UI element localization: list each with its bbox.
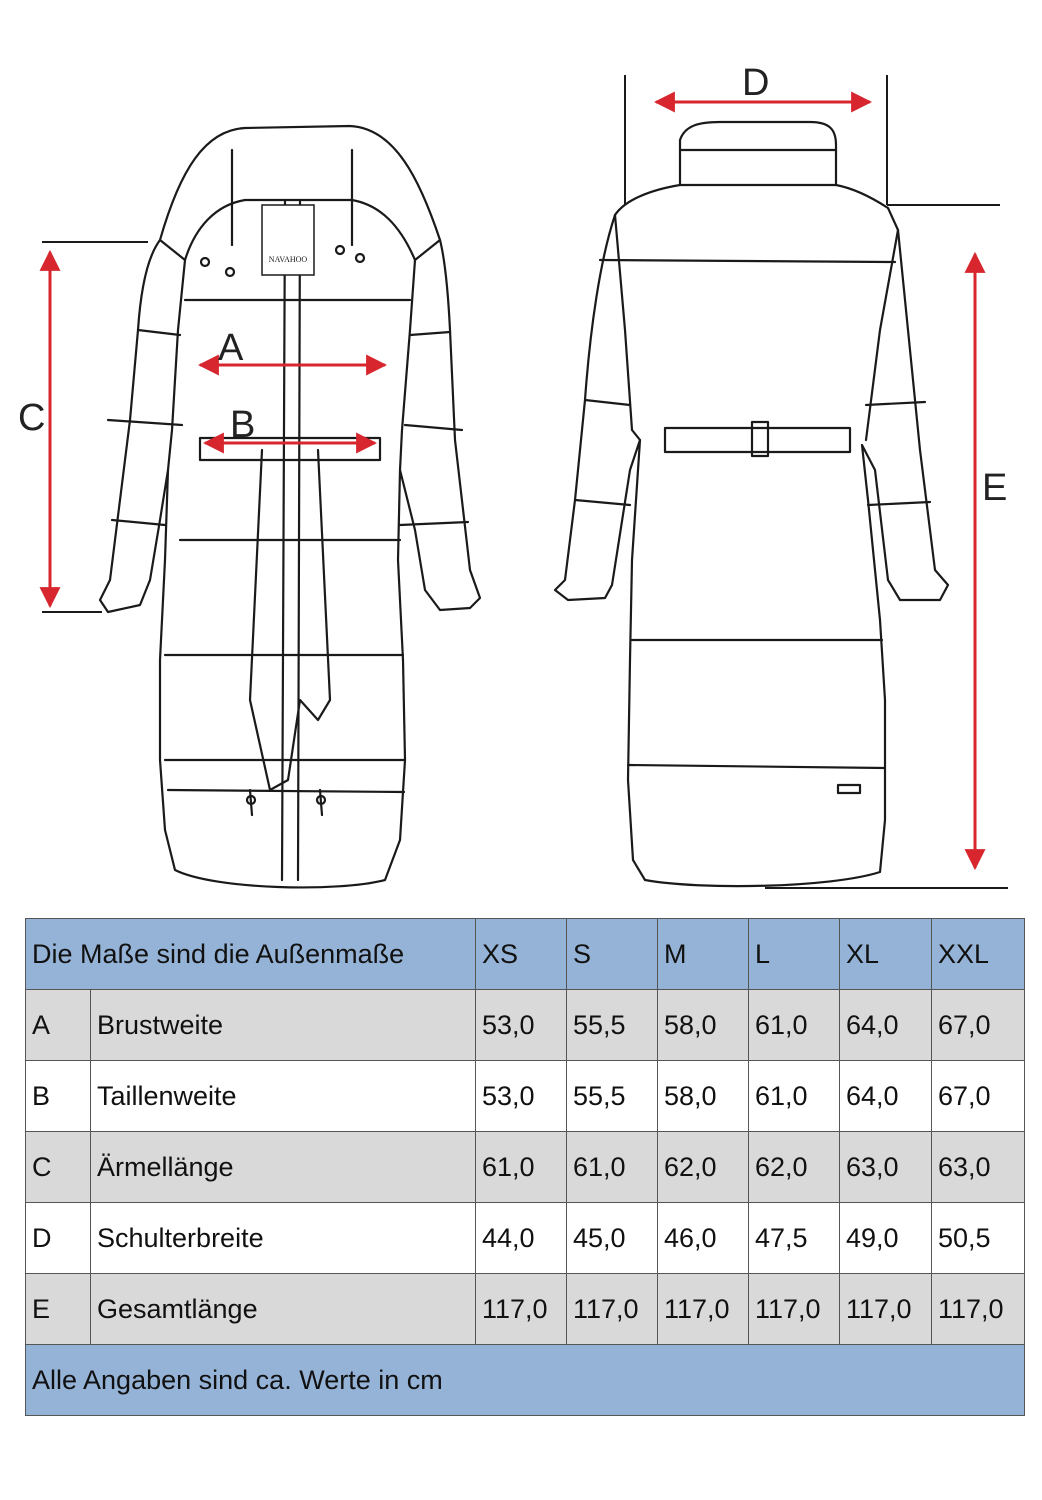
brand-tag-text: NAVAHOO bbox=[268, 255, 308, 264]
size-l: L bbox=[749, 919, 840, 990]
cell-value: 117,0 bbox=[567, 1274, 658, 1345]
cell-value: 49,0 bbox=[840, 1203, 932, 1274]
cell-value: 117,0 bbox=[658, 1274, 749, 1345]
cell-value: 63,0 bbox=[840, 1132, 932, 1203]
measurement-labels bbox=[18, 62, 1007, 509]
footer-note: Alle Angaben sind ca. Werte in cm bbox=[26, 1345, 1025, 1416]
cell-value: 55,5 bbox=[567, 1061, 658, 1132]
size-xl: XL bbox=[840, 919, 932, 990]
size-xxl: XXL bbox=[932, 919, 1025, 990]
cell-value: 61,0 bbox=[476, 1132, 567, 1203]
cell-value: 55,5 bbox=[567, 990, 658, 1061]
label-e: E bbox=[982, 467, 1008, 509]
coat-back-illustration bbox=[555, 122, 948, 886]
cell-value: 58,0 bbox=[658, 1061, 749, 1132]
cell-value: 117,0 bbox=[749, 1274, 840, 1345]
table-row bbox=[26, 1132, 1025, 1203]
cell-value: 58,0 bbox=[658, 990, 749, 1061]
label-c: C bbox=[18, 397, 46, 439]
cell-value: 61,0 bbox=[749, 990, 840, 1061]
label-a: A bbox=[218, 327, 244, 369]
size-xs: XS bbox=[476, 919, 567, 990]
cell-value: 62,0 bbox=[749, 1132, 840, 1203]
row-key: C bbox=[26, 1132, 91, 1203]
header-title: Die Maße sind die Außenmaße bbox=[26, 919, 476, 990]
table-footer-row bbox=[26, 1345, 1025, 1416]
row-key: E bbox=[26, 1274, 91, 1345]
label-b: B bbox=[230, 404, 256, 446]
cell-value: 117,0 bbox=[932, 1274, 1025, 1345]
cell-value: 64,0 bbox=[840, 990, 932, 1061]
cell-value: 53,0 bbox=[476, 990, 567, 1061]
measurement-arrows bbox=[50, 102, 975, 868]
cell-value: 67,0 bbox=[932, 990, 1025, 1061]
size-m: M bbox=[658, 919, 749, 990]
table-header-row bbox=[26, 919, 1025, 990]
row-name: Schulterbreite bbox=[91, 1203, 476, 1274]
label-d: D bbox=[742, 62, 770, 104]
row-name: Brustweite bbox=[91, 990, 476, 1061]
cell-value: 67,0 bbox=[932, 1061, 1025, 1132]
cell-value: 50,5 bbox=[932, 1203, 1025, 1274]
size-s: S bbox=[567, 919, 658, 990]
cell-value: 45,0 bbox=[567, 1203, 658, 1274]
cell-value: 53,0 bbox=[476, 1061, 567, 1132]
cell-value: 62,0 bbox=[658, 1132, 749, 1203]
table-row bbox=[26, 1274, 1025, 1345]
table-row bbox=[26, 990, 1025, 1061]
cell-value: 46,0 bbox=[658, 1203, 749, 1274]
cell-value: 47,5 bbox=[749, 1203, 840, 1274]
row-name: Ärmellänge bbox=[91, 1132, 476, 1203]
brand-tag bbox=[262, 205, 314, 275]
cell-value: 63,0 bbox=[932, 1132, 1025, 1203]
cell-value: 117,0 bbox=[476, 1274, 567, 1345]
table-row bbox=[26, 1203, 1025, 1274]
cell-value: 44,0 bbox=[476, 1203, 567, 1274]
cell-value: 64,0 bbox=[840, 1061, 932, 1132]
cell-value: 117,0 bbox=[840, 1274, 932, 1345]
size-chart-table bbox=[25, 918, 1025, 1416]
row-name: Taillenweite bbox=[91, 1061, 476, 1132]
measurement-guides bbox=[42, 75, 1008, 888]
row-key: A bbox=[26, 990, 91, 1061]
row-key: B bbox=[26, 1061, 91, 1132]
row-name: Gesamtlänge bbox=[91, 1274, 476, 1345]
row-key: D bbox=[26, 1203, 91, 1274]
cell-value: 61,0 bbox=[567, 1132, 658, 1203]
cell-value: 61,0 bbox=[749, 1061, 840, 1132]
table-row bbox=[26, 1061, 1025, 1132]
